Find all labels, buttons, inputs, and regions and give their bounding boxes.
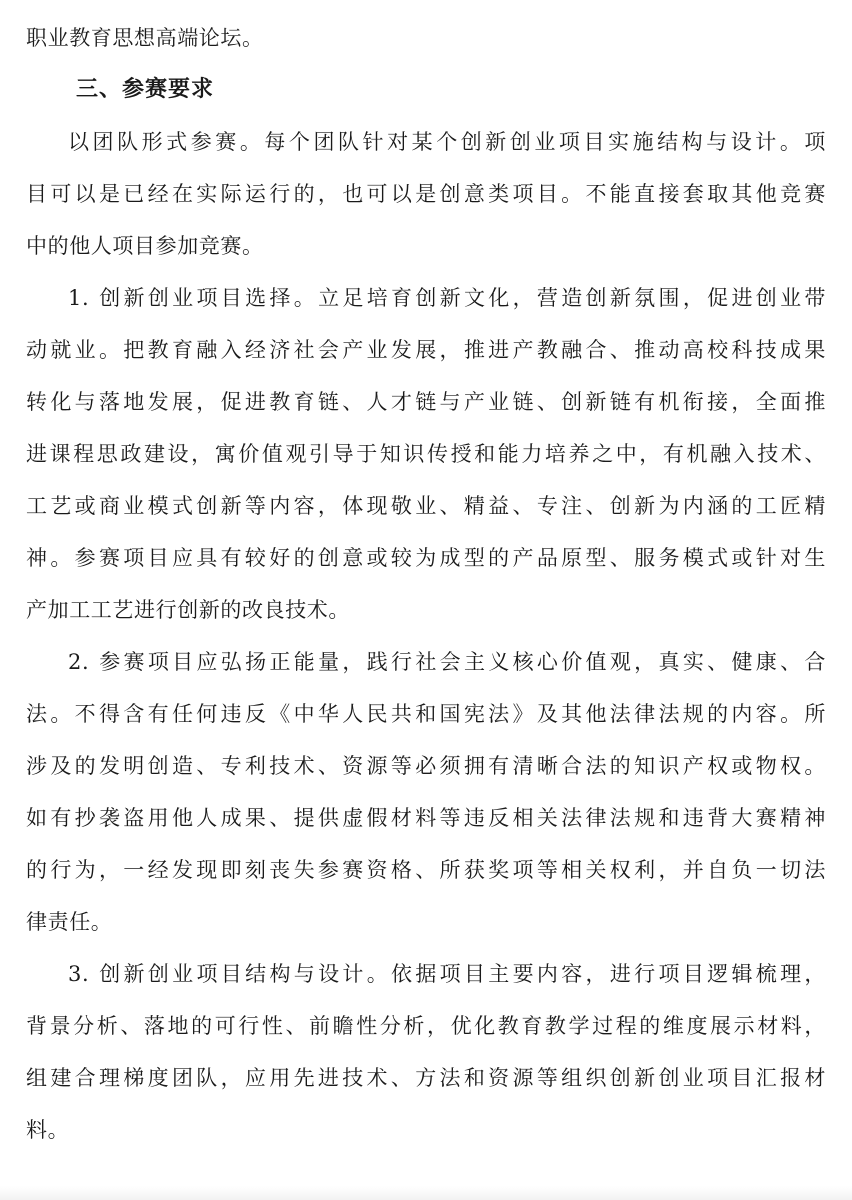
paragraph-line: 转化与落地发展，促进教育链、人才链与产业链、创新链有机衔接，全面推 (26, 390, 826, 414)
paragraph-line: 如有抄袭盗用他人成果、提供虚假材料等违反相关法律法规和违背大赛精神 (26, 806, 826, 830)
paragraph-line: 工艺或商业模式创新等内容，体现敬业、精益、专注、创新为内涵的工匠精 (26, 494, 826, 518)
paragraph-line: 3. 创新创业项目结构与设计。依据项目主要内容，进行项目逻辑梳理， (68, 962, 826, 986)
page-bottom-edge (0, 1186, 852, 1200)
paragraph-line: 的行为，一经发现即刻丧失参赛资格、所获奖项等相关权利，并自负一切法 (26, 858, 826, 882)
paragraph-line: 动就业。把教育融入经济社会产业发展，推进产教融合、推动高校科技成果 (26, 338, 826, 362)
paragraph-line: 背景分析、落地的可行性、前瞻性分析，优化教育教学过程的维度展示材料， (26, 1014, 826, 1038)
paragraph-project-structure (26, 948, 826, 1156)
paragraph-line: 1. 创新创业项目选择。立足培育创新文化，营造创新氛围，促进创业带 (68, 286, 826, 310)
paragraph-line: 法。不得含有任何违反《中华人民共和国宪法》及其他法律法规的内容。所 (26, 702, 826, 726)
paragraph-line: 组建合理梯度团队，应用先进技术、方法和资源等组织创新创业项目汇报材 (26, 1066, 826, 1090)
paragraph-line: 料。 (26, 1118, 70, 1142)
paragraph-line: 2. 参赛项目应弘扬正能量，践行社会主义核心价值观，真实、健康、合 (68, 650, 826, 674)
paragraph-line: 产加工工艺进行创新的改良技术。 (26, 598, 350, 622)
paragraph-line: 中的他人项目参加竞赛。 (26, 234, 264, 258)
paragraph-line: 进课程思政建设，寓价值观引导于知识传授和能力培养之中，有机融入技术、 (26, 442, 826, 466)
paragraph-line: 涉及的发明创造、专利技术、资源等必须拥有清晰合法的知识产权或物权。 (26, 754, 826, 778)
paragraph-legal-compliance (26, 636, 826, 948)
section-heading: 三、参赛要求 (76, 77, 215, 102)
paragraph-line: 神。参赛项目应具有较好的创意或较为成型的产品原型、服务模式或针对生 (26, 546, 826, 570)
paragraph-project-selection (26, 272, 826, 636)
paragraph-team-participation (26, 116, 826, 272)
intro-tail-line: 职业教育思想高端论坛。 (26, 26, 264, 50)
paragraph-line: 律责任。 (26, 910, 113, 934)
paragraph-line: 目可以是已经在实际运行的，也可以是创意类项目。不能直接套取其他竞赛 (26, 182, 826, 206)
paragraph-line: 以团队形式参赛。每个团队针对某个创新创业项目实施结构与设计。项 (68, 130, 826, 154)
